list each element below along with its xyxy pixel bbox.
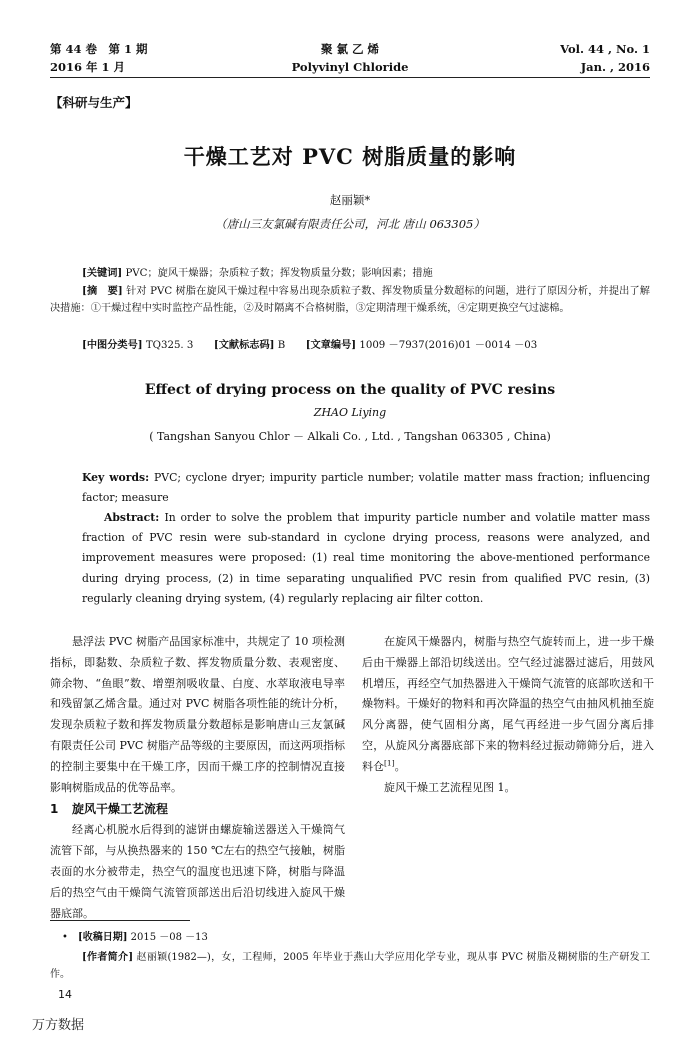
abstract-cn-text: 针对 PVC 树脂在旋风干燥过程中容易出现杂质粒子数、挥发物质量分数超标的问题，进行了原因分析，并提出了解决措施：①干燥过程中实时监控产品性能，②及时隔离不合格树脂，③定期清理干燥系统，④定期更换空气过滤棉。	[50, 286, 650, 314]
author-cn: 赵丽颖*	[329, 193, 371, 207]
affiliation-cn: （唐山三友氯碱有限责任公司，河北 唐山 063305）	[215, 217, 485, 231]
received-label: [收稿日期]	[78, 932, 128, 943]
author-bio-text: 赵丽颖(1982—)，女，工程师，2005 年毕业于燕山大学应用化学专业，现从事 PVC 树脂及糊树脂的生产研发工作。	[50, 952, 650, 980]
footnote-received	[62, 931, 208, 945]
keywords-en-label: Key words	[82, 471, 146, 484]
watermark-text: 万方数据	[32, 1018, 85, 1033]
journal-name-cn: 聚 氯 乙 烯	[320, 42, 379, 56]
article-no-label: [文章编号]	[305, 339, 357, 351]
article-no-value: 1009 －7937(2016)01 －0014 －03	[359, 340, 538, 351]
author-bio-label: [作者简介]	[82, 952, 134, 963]
header-divider	[50, 77, 650, 78]
abstract-cn-label: [摘 要]	[82, 285, 123, 297]
author-en: ZHAO Liying	[313, 406, 387, 419]
abstract-en-label: Abstract	[104, 511, 156, 524]
keywords-cn	[82, 265, 433, 282]
body-paragraph-text: 在旋风干燥器内，树脂与热空气旋转而上，进一步干燥后由干燥器上部沿切线送出。空气经过滤器过滤后，用鼓风机增压，再经空气加热器进入干燥筒气流管的底部吹送和干燥物料。干燥好的物料和再次降温的热空气由抽风机抽至旋风分离器，使气固相分离，尾气再经进一步气固分离后排空，从旋风分离器底部下来的物料经过振动筛筛分后，进入料仓	[362, 635, 654, 773]
doc-code-value: B	[277, 340, 286, 351]
body-column-right	[362, 632, 654, 798]
paper-title-cn: 干燥工艺对 PVC 树脂质量的影响	[183, 144, 517, 169]
date-cn: 2016 年 1 月	[50, 60, 126, 74]
abstract-en: Abstract: In order to solve the problem that impurity particle number and volatile matter mass fraction of PVC resin were sub-standard in cyclone drying process, reasons were analyzed, and improvement measures were proposed: (1) real time monitoring the above-mentioned performance during drying process, (2) in time separating unqualified PVC resin from qualified PVC resin, (3) regularly cleaning drying system, (4) regularly replacing air filter cotton.	[82, 511, 650, 605]
keywords-en: Key words: PVC; cyclone dryer; impurity particle number; volatile matter mass fraction; influencing factor; measure	[82, 471, 650, 504]
footnote-author	[50, 949, 650, 983]
volume-issue-cn: 第 44 卷 第 1 期	[50, 42, 148, 56]
volume-issue-en: Vol. 44 , No. 1	[560, 42, 650, 56]
abstract-en-text: In order to solve the problem that impurity particle number and volatile matter mass fraction of PVC resin were sub-standard in cyclone drying process, reasons were analyzed, and improvement measures were proposed: (1) real time monitoring the above-mentioned performance during drying process, (2) in time separating unqualified PVC resin from qualified PVC resin, (3) regularly cleaning drying system, (4) regularly replacing air filter cotton.	[82, 511, 650, 605]
keywords-en-text: PVC; cyclone dryer; impurity particle number; volatile matter mass fraction; influencing factor; measure	[82, 471, 650, 504]
doc-code-label: [文献标志码]	[213, 339, 275, 351]
body-column-left	[50, 632, 345, 924]
section-category: 【科研与生产】	[50, 95, 138, 110]
date-en: Jan. , 2016	[580, 60, 650, 74]
affiliation-en: ( Tangshan Sanyou Chlor － Alkali Co. , Ltd. , Tangshan 063305 , China)	[149, 430, 551, 443]
running-header	[50, 40, 650, 80]
keywords-cn-text: PVC；旋风干燥器；杂质粒子数；挥发物质量分数；影响因素；措施	[125, 268, 433, 279]
journal-name-en: Polyvinyl Chloride	[291, 60, 409, 74]
section-number: 1	[50, 802, 59, 817]
body-paragraph: 旋风干燥工艺流程见图 1。	[384, 780, 516, 794]
abstract-cn	[50, 283, 650, 317]
keywords-cn-label: [关键词]	[82, 267, 123, 279]
journal-volume-en	[560, 40, 650, 76]
bullet-icon: •	[62, 932, 68, 943]
citation-ref[interactable]: [1]	[384, 758, 395, 768]
footnote-divider	[50, 920, 190, 921]
classification-line	[82, 337, 537, 354]
body-paragraph: 经离心机脱水后得到的滤饼由螺旋输送器送入干燥筒气流管下部，与从换热器来的 150 ℃左右的热空气接触，树脂表面的水分被带走，热空气的温度也迅速下降，树脂与降温后的热空气由干燥筒气流管顶部送出后沿切线进入旋风干燥器底部。	[50, 823, 345, 920]
clc-label: [中图分类号]	[82, 339, 143, 351]
page-number: 14	[58, 988, 72, 1001]
body-paragraph	[362, 632, 654, 778]
received-date: 2015 －08 －13	[130, 932, 208, 943]
body-paragraph: 悬浮法 PVC 树脂产品国家标准中，共规定了 10 项检测指标，即黏数、杂质粒子数、挥发物质量分数、表观密度、筛余物、“鱼眼”数、增塑剂吸收量、白度、水萃取液电导率和残留氯乙烯含量。通过对 PVC 树脂各项性能的统计分析，发现杂质粒子数和挥发物质量分数超标是影响唐山三友氯碱有限责任公司 PVC 树脂产品等级的主要原因，而这两项指标的控制主要集中在干燥工序，因而干燥工序的控制情况直接影响树脂成品的优等品率。	[50, 635, 345, 794]
paragraph-end: 。	[394, 759, 406, 773]
section-title: 旋风干燥工艺流程	[72, 802, 169, 817]
section-heading	[50, 798, 345, 820]
clc-value: TQ325. 3	[145, 340, 194, 351]
paper-title-en: Effect of drying process on the quality of PVC resins	[144, 382, 556, 398]
